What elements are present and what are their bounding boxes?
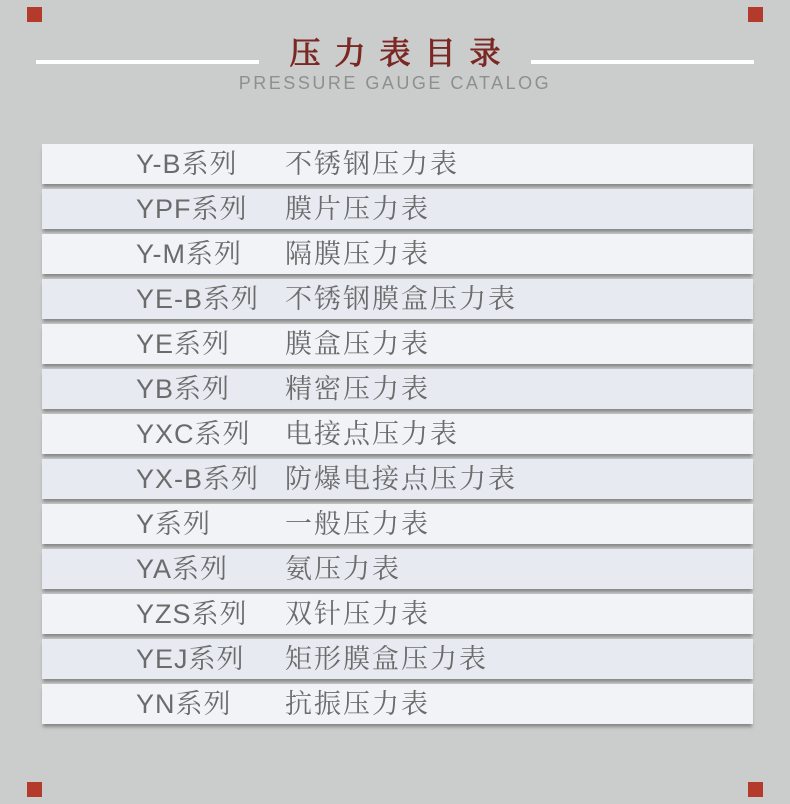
product-name: 双针压力表 (285, 599, 430, 629)
catalog-row (42, 414, 753, 454)
corner-accent-square-top-right (748, 7, 763, 22)
product-name: 矩形膜盒压力表 (285, 644, 488, 674)
product-name: 精密压力表 (285, 374, 430, 404)
product-name: 防爆电接点压力表 (285, 464, 517, 494)
series-label: YZS系列 (136, 599, 248, 629)
series-label: Y-M系列 (136, 239, 243, 269)
catalog-list (42, 144, 753, 729)
catalog-row (42, 639, 753, 679)
catalog-row (42, 684, 753, 724)
series-label: YEJ系列 (136, 644, 245, 674)
page-title: 压力表目录 (289, 36, 515, 71)
product-name: 隔膜压力表 (285, 239, 430, 269)
corner-accent-square-bottom-right (748, 782, 763, 797)
catalog-row (42, 594, 753, 634)
product-name: 氨压力表 (285, 554, 401, 584)
series-label: YXC系列 (136, 419, 251, 449)
catalog-row (42, 549, 753, 589)
series-label: Y系列 (136, 509, 212, 539)
series-label: YA系列 (136, 554, 229, 584)
series-label: YB系列 (136, 374, 231, 404)
corner-accent-square-bottom-left (27, 782, 42, 797)
product-name: 不锈钢膜盒压力表 (285, 284, 517, 314)
title-rule-right (531, 60, 754, 64)
catalog-row (42, 324, 753, 364)
corner-accent-square-top-left (27, 7, 42, 22)
product-name: 不锈钢压力表 (285, 149, 459, 179)
catalog-row (42, 189, 753, 229)
series-label: Y-B系列 (136, 149, 238, 179)
series-label: YN系列 (136, 689, 232, 719)
series-label: YPF系列 (136, 194, 248, 224)
product-name: 一般压力表 (285, 509, 430, 539)
series-label: YE系列 (136, 329, 231, 359)
series-label: YX-B系列 (136, 464, 260, 494)
product-name: 膜盒压力表 (285, 329, 430, 359)
page-subtitle: PRESSURE GAUGE CATALOG (238, 73, 552, 93)
title-rule-left (36, 60, 259, 64)
catalog-row (42, 279, 753, 319)
product-name: 抗振压力表 (285, 689, 430, 719)
catalog-row (42, 459, 753, 499)
catalog-row (42, 144, 753, 184)
catalog-row (42, 234, 753, 274)
series-label: YE-B系列 (136, 284, 260, 314)
catalog-row (42, 369, 753, 409)
catalog-row (42, 504, 753, 544)
product-name: 膜片压力表 (285, 194, 430, 224)
product-name: 电接点压力表 (285, 419, 459, 449)
